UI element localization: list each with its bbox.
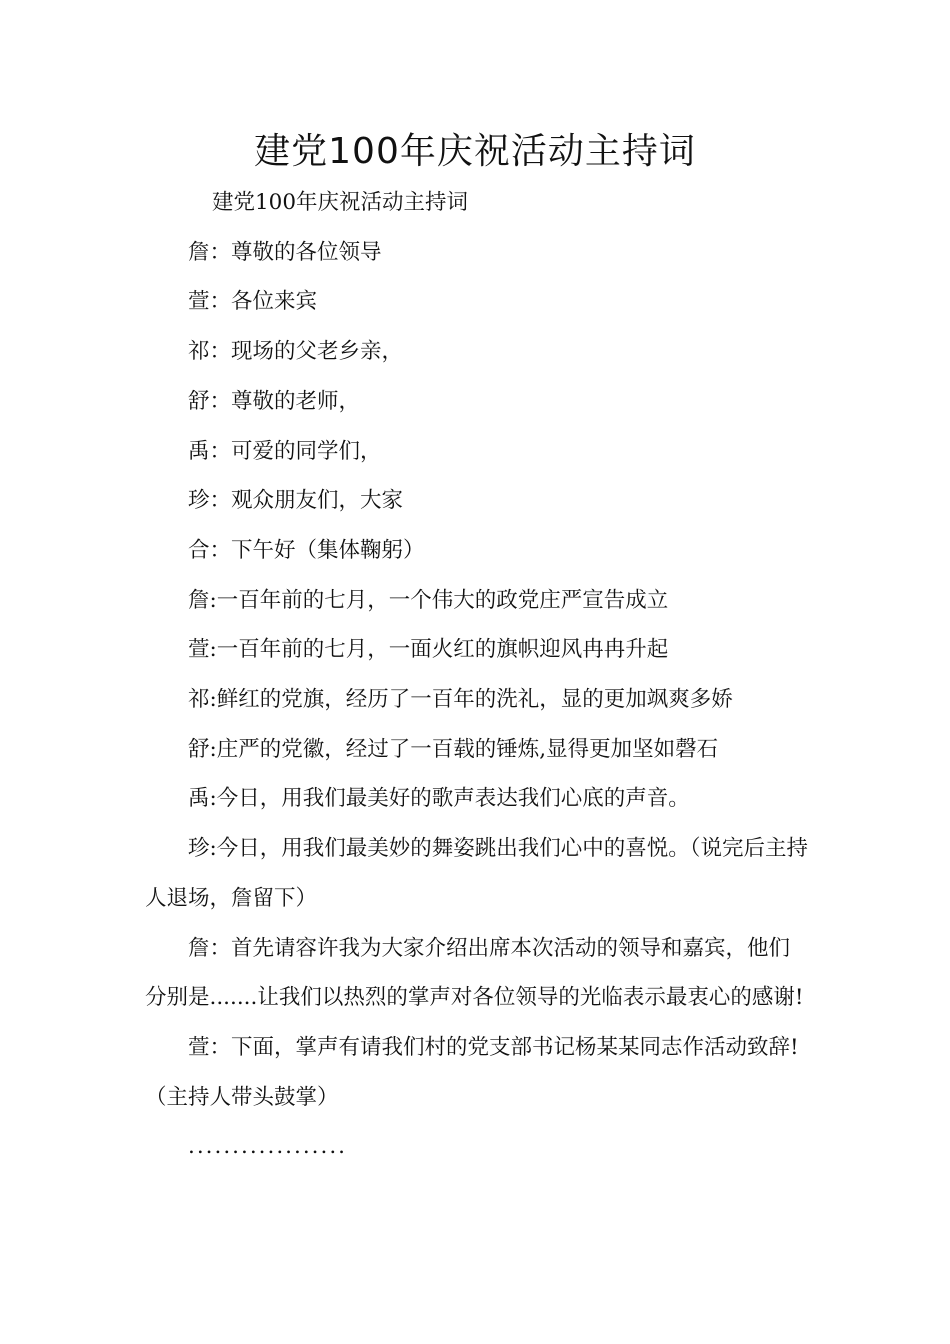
document-body: [145, 178, 810, 1172]
script-line: 珍:今日，用我们最美妙的舞姿跳出我们心中的喜悦。（说完后主持人退场，詹留下）: [145, 836, 808, 911]
script-line: 萱:一百年前的七月，一面火红的旗帜迎风冉冉升起: [188, 637, 669, 663]
page-title: 建党100年庆祝活动主持词: [254, 131, 696, 172]
script-line: 祁:鲜红的党旗，经历了一百年的洗礼，显的更加飒爽多娇: [188, 687, 733, 713]
script-line: 禹:今日，用我们最美好的歌声表达我们心底的声音。: [188, 786, 690, 812]
script-line: 禹：可爱的同学们，: [188, 438, 382, 464]
script-line: 舒:庄严的党徽，经过了一百载的锤炼,显得更加坚如磬石: [188, 736, 719, 762]
script-line: 詹:一百年前的七月，一个伟大的政党庄严宣告成立: [188, 587, 669, 613]
script-line: 詹：首先请容许我为大家介绍出席本次活动的领导和嘉宾，他们分别是.......让我们以热烈的掌声对各位领导的光临表示最衷心的感谢!: [145, 935, 804, 1011]
script-line: 舒：尊敬的老师，: [188, 388, 361, 414]
script-line: 合：下午好（集体鞠躬）: [188, 537, 425, 563]
subtitle-paragraph: 建党100年庆祝活动主持词: [212, 190, 469, 215]
script-line: 祁：现场的父老乡亲，: [188, 339, 404, 365]
script-line: 萱：下面，掌声有请我们村的党支部书记杨某某同志作活动致辞!（主持人带头鼓掌）: [145, 1034, 799, 1110]
ellipsis-line: ..................: [188, 1134, 348, 1160]
script-line: 萱：各位来宾: [188, 289, 318, 315]
script-line: 珍：观众朋友们，大家: [188, 488, 404, 514]
script-line: 詹：尊敬的各位领导: [188, 239, 382, 265]
